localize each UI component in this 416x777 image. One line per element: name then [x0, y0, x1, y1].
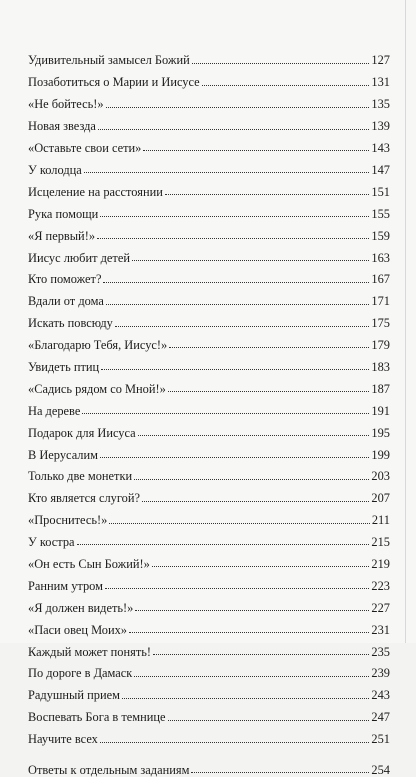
toc-entry	[28, 154, 390, 176]
toc-entry	[28, 133, 390, 155]
toc-entry-title: Иисус любит детей	[28, 250, 130, 265]
toc-entry-page-number: 167	[371, 272, 390, 287]
toc-entry	[28, 330, 390, 352]
toc-entry-title: Радушный прием	[28, 688, 120, 703]
toc-entry-title: По дороге в Дамаск	[28, 666, 133, 681]
toc-entry-page-number: 243	[371, 688, 390, 703]
toc-entry-title: Увидеть птиц	[28, 359, 100, 374]
toc-entry-page-number: 191	[371, 403, 390, 418]
dot-leader	[192, 63, 370, 64]
dot-leader	[98, 129, 369, 130]
toc-entry	[28, 373, 390, 395]
toc-entry-title: Кто поможет?	[28, 272, 102, 287]
toc-entry	[28, 702, 390, 724]
toc-entry-page-number: 139	[371, 119, 390, 134]
dot-leader	[101, 369, 369, 370]
toc-entry-title: «Не бойтесь!»	[28, 97, 104, 112]
toc-entry-page-number: 159	[371, 228, 390, 243]
dot-leader	[168, 720, 370, 721]
dot-leader	[143, 150, 369, 151]
toc-entry-title: Кто является слугой?	[28, 491, 140, 506]
toc-entry-page-number: 219	[371, 556, 390, 571]
toc-entry	[28, 658, 390, 680]
toc-entry-page-number: 207	[371, 491, 390, 506]
toc-entry-page-number: 235	[371, 644, 390, 659]
toc-entry	[28, 89, 390, 111]
toc-entry-title: Ответы к отдельным заданиям	[28, 762, 190, 777]
dot-leader	[142, 501, 369, 502]
toc-entry	[28, 242, 390, 264]
toc-entry-title: «Паси овец Моих»	[28, 622, 127, 637]
dot-leader	[134, 676, 369, 677]
page-edge-line	[405, 0, 406, 643]
toc-entry-page-number: 251	[371, 732, 390, 747]
toc-entry-page-number: 155	[371, 206, 390, 221]
toc-entry-title: «Я первый!»	[28, 228, 96, 243]
dot-leader	[97, 238, 369, 239]
toc-entry	[28, 439, 390, 461]
toc-entry	[28, 680, 390, 702]
toc-entry-title: «Благодарю Тебя, Иисус!»	[28, 338, 168, 353]
toc-entry	[28, 45, 390, 67]
toc-entry-title: Воспевать Бога в темнице	[28, 710, 166, 725]
toc-entry-page-number: 199	[371, 447, 390, 462]
dot-leader	[100, 742, 370, 743]
toc-entry-page-number: 239	[371, 666, 390, 681]
dot-leader	[115, 326, 370, 327]
dot-leader	[191, 772, 369, 773]
dot-leader	[134, 479, 369, 480]
toc-entry-title: Исцеление на расстоянии	[28, 184, 163, 199]
toc-entry-page-number: 183	[371, 359, 390, 374]
toc-appendix-entry	[28, 755, 390, 777]
dot-leader	[106, 304, 370, 305]
toc-entry-title: На дереве	[28, 403, 81, 418]
dot-leader	[152, 566, 370, 567]
toc-entry	[28, 636, 390, 658]
toc-entry-title: У колодца	[28, 162, 82, 177]
toc-entry	[28, 308, 390, 330]
toc-entry-title: Подарок для Иисуса	[28, 425, 136, 440]
toc-entry-page-number: 147	[371, 162, 390, 177]
dot-leader	[168, 391, 370, 392]
toc-entry-page-number: 227	[371, 600, 390, 615]
dot-leader	[153, 654, 369, 655]
dot-leader	[109, 523, 370, 524]
dot-leader	[135, 610, 369, 611]
dot-leader	[106, 107, 370, 108]
dot-leader	[100, 216, 369, 217]
toc-entry-page-number: 135	[371, 97, 390, 112]
toc-entry-page-number: 171	[371, 294, 390, 309]
toc-entry-title: «Он есть Сын Божий!»	[28, 556, 150, 571]
toc-entry-title: Позаботиться о Марии и Иисусе	[28, 75, 200, 90]
dot-leader	[77, 544, 370, 545]
dot-leader	[84, 172, 370, 173]
toc-entry-page-number: 175	[371, 316, 390, 331]
toc-entry	[28, 220, 390, 242]
toc-entry-title: «Оставьте свои сети»	[28, 141, 142, 156]
toc-entry-title: Вдали от дома	[28, 294, 104, 309]
toc-entry-page-number: 195	[371, 425, 390, 440]
toc-entry	[28, 724, 390, 746]
toc-entry-title: Удивительный замысел Божий	[28, 53, 190, 68]
toc-entry-page-number: 223	[371, 578, 390, 593]
toc-entry	[28, 548, 390, 570]
toc-entry	[28, 111, 390, 133]
toc-entry-page-number: 163	[371, 250, 390, 265]
toc-entry-title: Рука помощи	[28, 206, 99, 221]
toc-entry-page-number: 127	[371, 53, 390, 68]
toc-entry-title: Каждый может понять!	[28, 644, 152, 659]
toc-entry	[28, 176, 390, 198]
toc-entry	[28, 395, 390, 417]
section-gap	[28, 746, 390, 755]
toc-entry	[28, 592, 390, 614]
toc-entry	[28, 286, 390, 308]
table-of-contents	[28, 45, 390, 776]
toc-entry-page-number: 179	[371, 338, 390, 353]
toc-entry	[28, 67, 390, 89]
toc-entry-title: Ранним утром	[28, 578, 103, 593]
toc-entry-title: У костра	[28, 535, 75, 550]
toc-entry-title: «Проснитесь!»	[28, 513, 108, 528]
dot-leader	[103, 282, 369, 283]
toc-entry	[28, 198, 390, 220]
toc-entry-page-number: 254	[371, 762, 390, 777]
toc-entry-page-number: 143	[371, 141, 390, 156]
dot-leader	[129, 632, 369, 633]
toc-entry	[28, 527, 390, 549]
dot-leader	[132, 260, 369, 261]
toc-entry-title: Новая звезда	[28, 119, 96, 134]
toc-entry-title: Научите всех	[28, 732, 98, 747]
dot-leader	[138, 435, 370, 436]
dot-leader	[169, 347, 369, 348]
toc-entry-title: В Иерусалим	[28, 447, 98, 462]
toc-entry	[28, 264, 390, 286]
dot-leader	[82, 413, 369, 414]
toc-entry	[28, 570, 390, 592]
toc-entry-page-number: 187	[371, 381, 390, 396]
toc-entry-page-number: 247	[371, 710, 390, 725]
toc-entry-page-number: 151	[371, 184, 390, 199]
toc-entry	[28, 614, 390, 636]
toc-entry-title: «Я должен видеть!»	[28, 600, 134, 615]
toc-entry-page-number: 215	[371, 535, 390, 550]
toc-entry-page-number: 131	[371, 75, 390, 90]
toc-entry-page-number: 231	[371, 622, 390, 637]
dot-leader	[122, 698, 369, 699]
dot-leader	[100, 457, 369, 458]
toc-entry-page-number: 211	[371, 513, 390, 528]
toc-entry	[28, 461, 390, 483]
toc-entry-page-number: 203	[371, 469, 390, 484]
dot-leader	[202, 85, 370, 86]
toc-entry	[28, 483, 390, 505]
dot-leader	[165, 194, 370, 195]
toc-entry-title: Искать повсюду	[28, 316, 113, 331]
toc-entry-title: «Садись рядом со Мной!»	[28, 381, 166, 396]
toc-entry-title: Только две монетки	[28, 469, 133, 484]
toc-entry	[28, 505, 390, 527]
toc-entry	[28, 417, 390, 439]
toc-entry	[28, 351, 390, 373]
dot-leader	[105, 588, 369, 589]
